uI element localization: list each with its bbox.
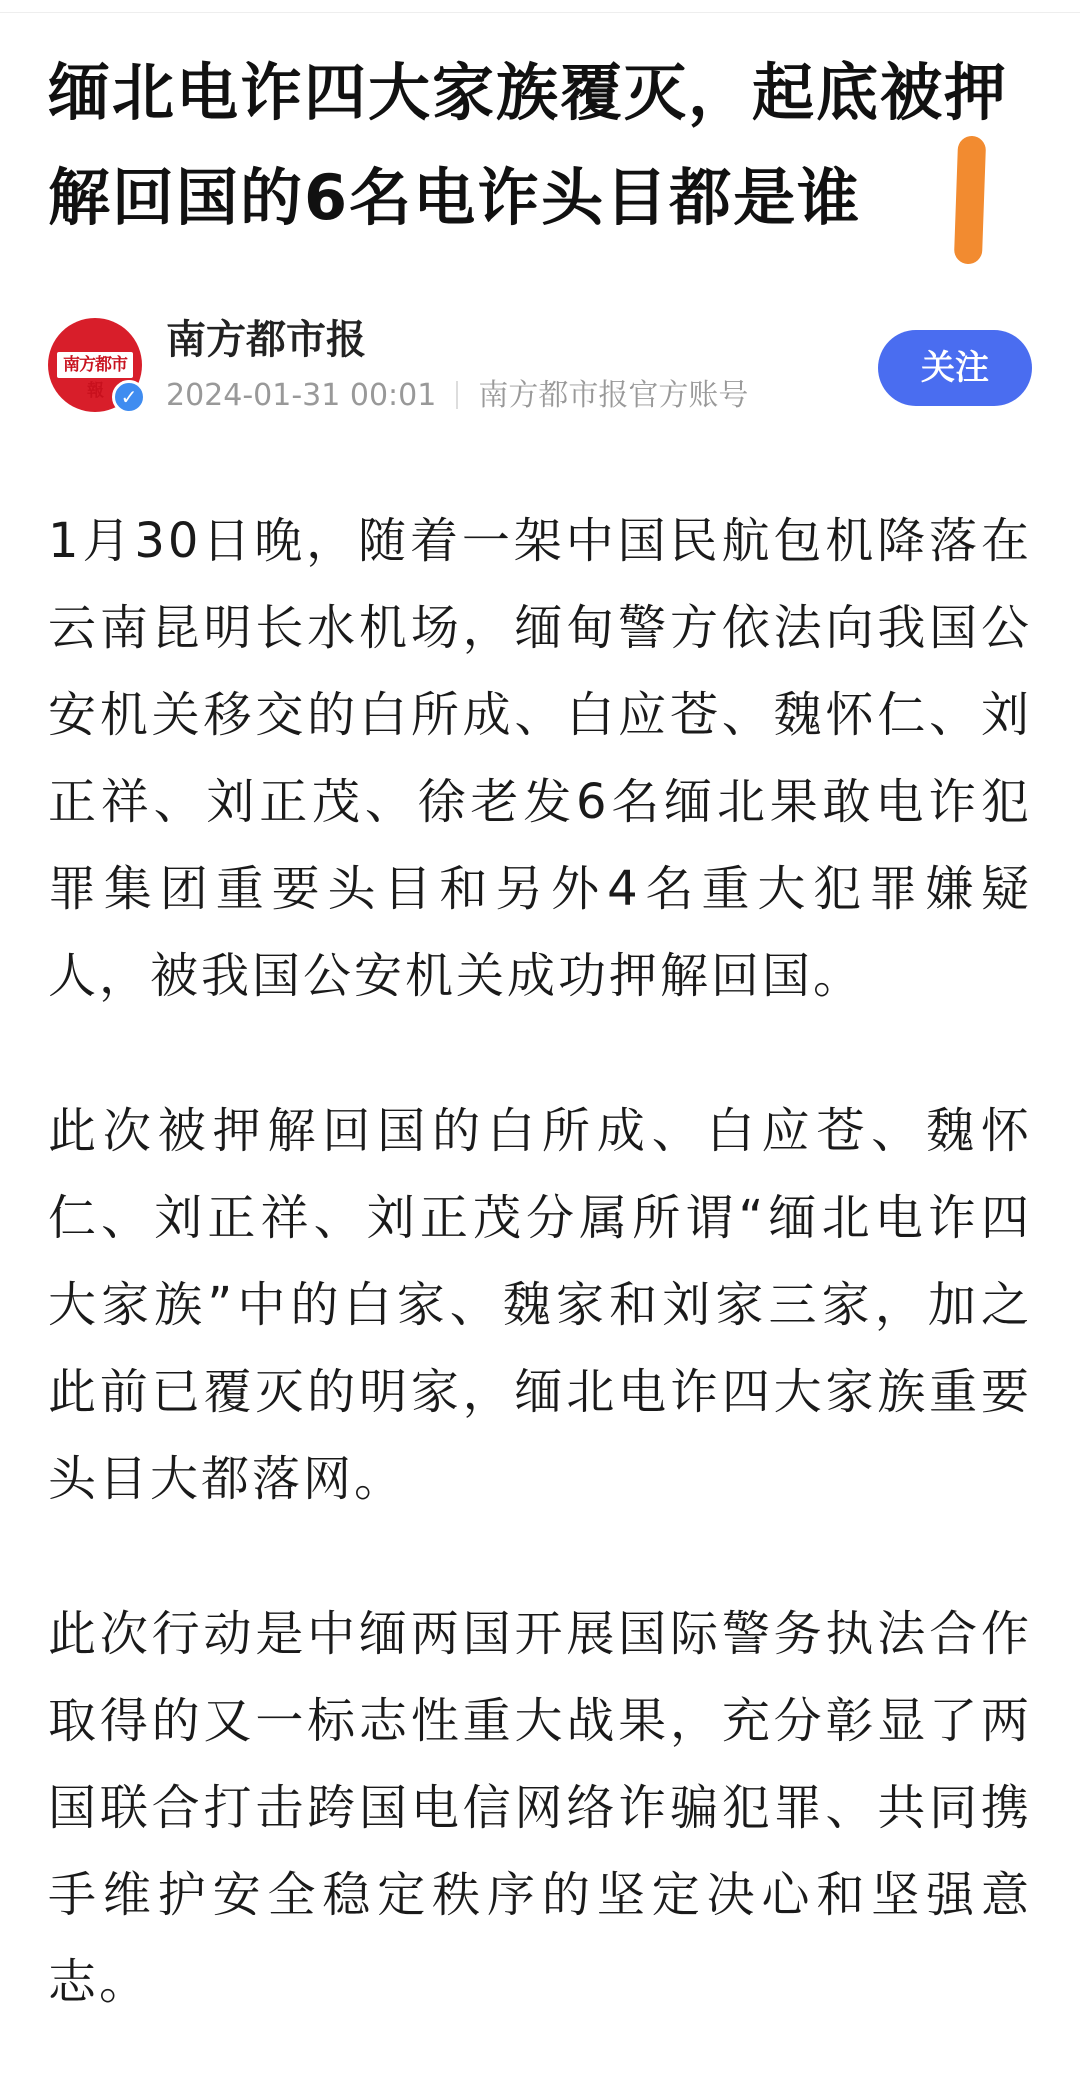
publish-timestamp: 2024-01-31 00:01 [166,378,437,413]
body-paragraph: 此次行动是中缅两国开展国际警务执法合作取得的又一标志性重大战果，充分彰显了两国联合打击跨国电信网络诈骗犯罪、共同携手维护安全稳定秩序的坚定决心和坚强意志。 [48,1606,1032,2010]
author-bar [48,318,1032,422]
body-paragraph: 1月30日晚，随着一架中国民航包机降落在云南昆明长水机场，缅甸警方依法向我国公安机关移交的白所成、白应苍、魏怀仁、刘正祥、刘正茂、徐老发6名缅北果敢电诈犯罪集团重要头目和另外4名重大犯罪嫌疑人，被我国公安机关成功押解回国。 [48,513,1032,1004]
verified-check-icon: ✓ [112,380,146,414]
account-description: 南方都市报官方账号 [478,378,749,413]
article-header [48,40,1032,250]
author-name[interactable]: 南方都市报 [166,317,366,363]
top-divider [0,0,1080,13]
body-paragraph: 此次被押解回国的白所成、白应苍、魏怀仁、刘正祥、刘正茂分属所谓“缅北电诈四大家族”中的白家、魏家和刘家三家，加之此前已覆灭的明家，缅北电诈四大家族重要头目大都落网。 [48,1103,1032,1507]
author-meta [166,374,748,418]
article-title: 缅北电诈四大家族覆灭，起底被押解回国的6名电诈头目都是谁 [48,56,1009,234]
meta-divider [456,381,458,409]
author-avatar[interactable] [48,318,142,412]
follow-button[interactable]: 关注 [878,330,1032,406]
newspaper-logo: 南方都市報 [57,352,133,378]
article-body [48,498,1032,2094]
orange-highlight-mark [954,136,986,265]
